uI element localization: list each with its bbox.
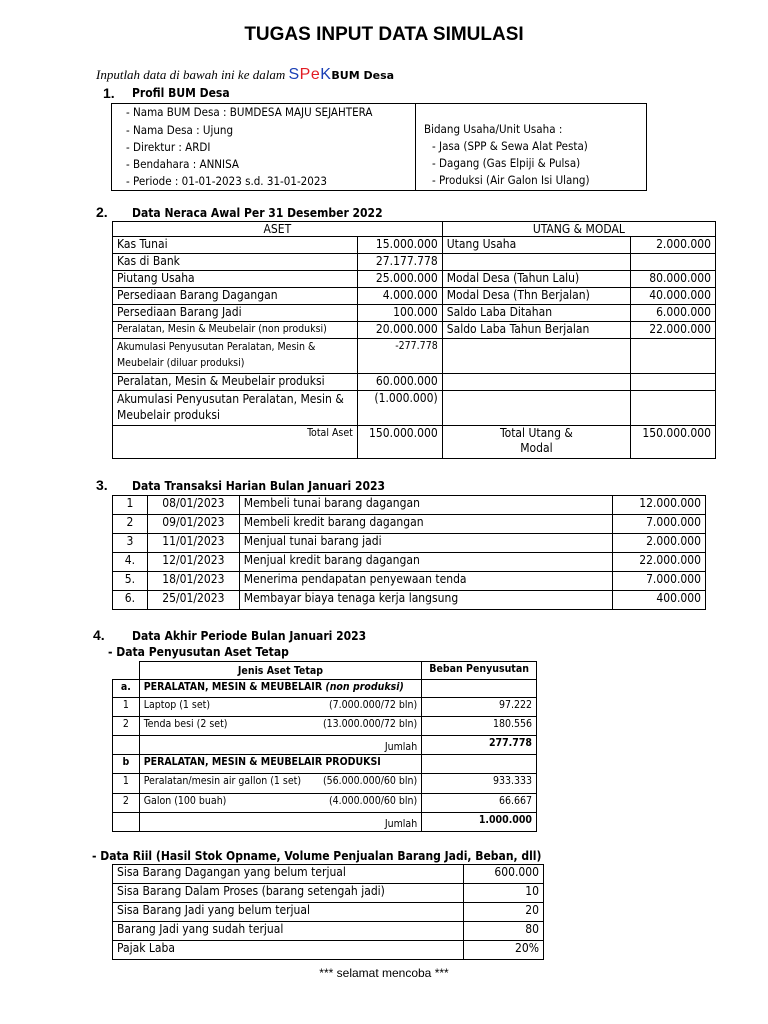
table-row: 1 Peralatan/mesin air gallon (1 set) (56.000.000/60 bln) 933.333 [113, 774, 537, 794]
business-unit: - Dagang (Gas Elpiji & Pulsa) [432, 156, 581, 170]
table-row: Akumulasi Penyusutan Peralatan, Mesin & Meubelair (diluar produksi) -277.778 [113, 339, 716, 374]
logo-suffix: BUM Desa [331, 69, 395, 82]
business-unit: - Jasa (SPP & Sewa Alat Pesta) [432, 139, 588, 153]
intro-text: Inputlah data di bawah ini ke dalam [96, 67, 286, 82]
profile-identity [112, 104, 416, 190]
table-row: Akumulasi Penyusutan Peralatan, Mesin & Meubelair produksi (1.000.000) [113, 391, 716, 426]
table-row: 6. 25/01/2023 Membayar biaya tenaga kerja langsung 400.000 [113, 591, 706, 610]
table-row: 1 Laptop (1 set) (7.000.000/72 bln) 97.222 [113, 698, 537, 717]
jumlah-row: Jumlah 1.000.000 [113, 813, 537, 832]
utang-modal-header: UTANG & MODAL [442, 222, 715, 237]
section2-title: Data Neraca Awal Per 31 Desember 2022 [132, 206, 383, 220]
beban-header: Beban Penyusutan [422, 662, 537, 680]
table-row: 5. 18/01/2023 Menerima pendapatan penyewaan tenda 7.000.000 [113, 572, 706, 591]
group-a-header: a. PERALATAN, MESIN & MEUBELAIR (non produksi) [113, 680, 537, 698]
total-utang-value: 150.000.000 [631, 426, 716, 459]
section1-title: Profil BUM Desa [132, 86, 230, 100]
table-row: 2 09/01/2023 Membeli kredit barang dagangan 7.000.000 [113, 515, 706, 534]
table-row: Sisa Barang Jadi yang belum terjual 20 [113, 903, 544, 922]
table-row: Persediaan Barang Jadi 100.000 Saldo Laba Ditahan 6.000.000 [113, 305, 716, 322]
spekbum-logo: SPeK [288, 66, 332, 83]
table-row: Sisa Barang Dalam Proses (barang setengah jadi) 10 [113, 884, 544, 903]
table-row: Persediaan Barang Dagangan 4.000.000 Modal Desa (Thn Berjalan) 40.000.000 [113, 288, 716, 305]
table-row: Sisa Barang Dagangan yang belum terjual 600.000 [113, 865, 544, 884]
business-unit: - Produksi (Air Galon Isi Ulang) [432, 173, 590, 187]
section4-title: Data Akhir Periode Bulan Januari 2023 [132, 629, 367, 643]
total-utang-label: Total Utang & Modal [442, 426, 630, 459]
section2-number: 2. [96, 204, 108, 220]
profile-period: - Periode : 01-01-2023 s.d. 31-01-2023 [126, 174, 327, 188]
depreciation-subtitle: - Data Penyusutan Aset Tetap [108, 645, 289, 659]
intro-line [96, 66, 394, 84]
table-row: 4. 12/01/2023 Menjual kredit barang dagangan 22.000.000 [113, 553, 706, 572]
table-row: Peralatan, Mesin & Meubelair (non produksi) 20.000.000 Saldo Laba Tahun Berjalan 22.000.000 [113, 322, 716, 339]
table-row: Barang Jadi yang sudah terjual 80 [113, 922, 544, 941]
profile-treasurer: - Bendahara : ANNISA [126, 157, 239, 171]
section1-number: 1. [103, 85, 115, 101]
section3-number: 3. [96, 477, 108, 493]
table-row: Pajak Laba 20% [113, 941, 544, 960]
table-row: 2 Galon (100 buah) (4.000.000/60 bln) 66.667 [113, 794, 537, 813]
profile-name: - Nama BUM Desa : BUMDESA MAJU SEJAHTERA [126, 105, 373, 119]
table-row: Piutang Usaha 25.000.000 Modal Desa (Tahun Lalu) 80.000.000 [113, 271, 716, 288]
footer-note: *** selamat mencoba *** [319, 966, 449, 980]
table-row: Kas di Bank 27.177.778 [113, 254, 716, 271]
table-row: Peralatan, Mesin & Meubelair produksi 60.000.000 [113, 374, 716, 391]
profile-box [111, 103, 647, 191]
table-row: 1 08/01/2023 Membeli tunai barang dagangan 12.000.000 [113, 496, 706, 515]
profile-director: - Direktur : ARDI [126, 140, 211, 154]
total-row [113, 426, 716, 459]
aset-header: ASET [113, 222, 443, 237]
balance-sheet-table [112, 221, 716, 459]
business-units-title: Bidang Usaha/Unit Usaha : [424, 122, 563, 136]
real-data-table [112, 864, 544, 960]
jumlah-row: Jumlah 277.778 [113, 736, 537, 755]
profile-village: - Nama Desa : Ujung [126, 123, 234, 137]
table-row: 2 Tenda besi (2 set) (13.000.000/72 bln) 180.556 [113, 717, 537, 736]
depreciation-table [112, 661, 537, 832]
section3-title: Data Transaksi Harian Bulan Januari 2023 [132, 479, 386, 493]
section4-number: 4. [93, 627, 105, 643]
total-aset-label: Total Aset [113, 426, 358, 459]
real-data-subtitle: - Data Riil (Hasil Stok Opname, Volume Penjualan Barang Jadi, Beban, dll) [92, 849, 542, 863]
group-b-header: b PERALATAN, MESIN & MEUBELAIR PRODUKSI [113, 755, 537, 774]
transactions-table [112, 495, 706, 610]
table-row: Kas Tunai 15.000.000 Utang Usaha 2.000.000 [113, 237, 716, 254]
jenis-aset-header: Jenis Aset Tetap [139, 662, 422, 680]
table-row: 3 11/01/2023 Menjual tunai barang jadi 2.000.000 [113, 534, 706, 553]
page-title: TUGAS INPUT DATA SIMULASI [244, 24, 524, 45]
total-aset-value: 150.000.000 [357, 426, 442, 459]
